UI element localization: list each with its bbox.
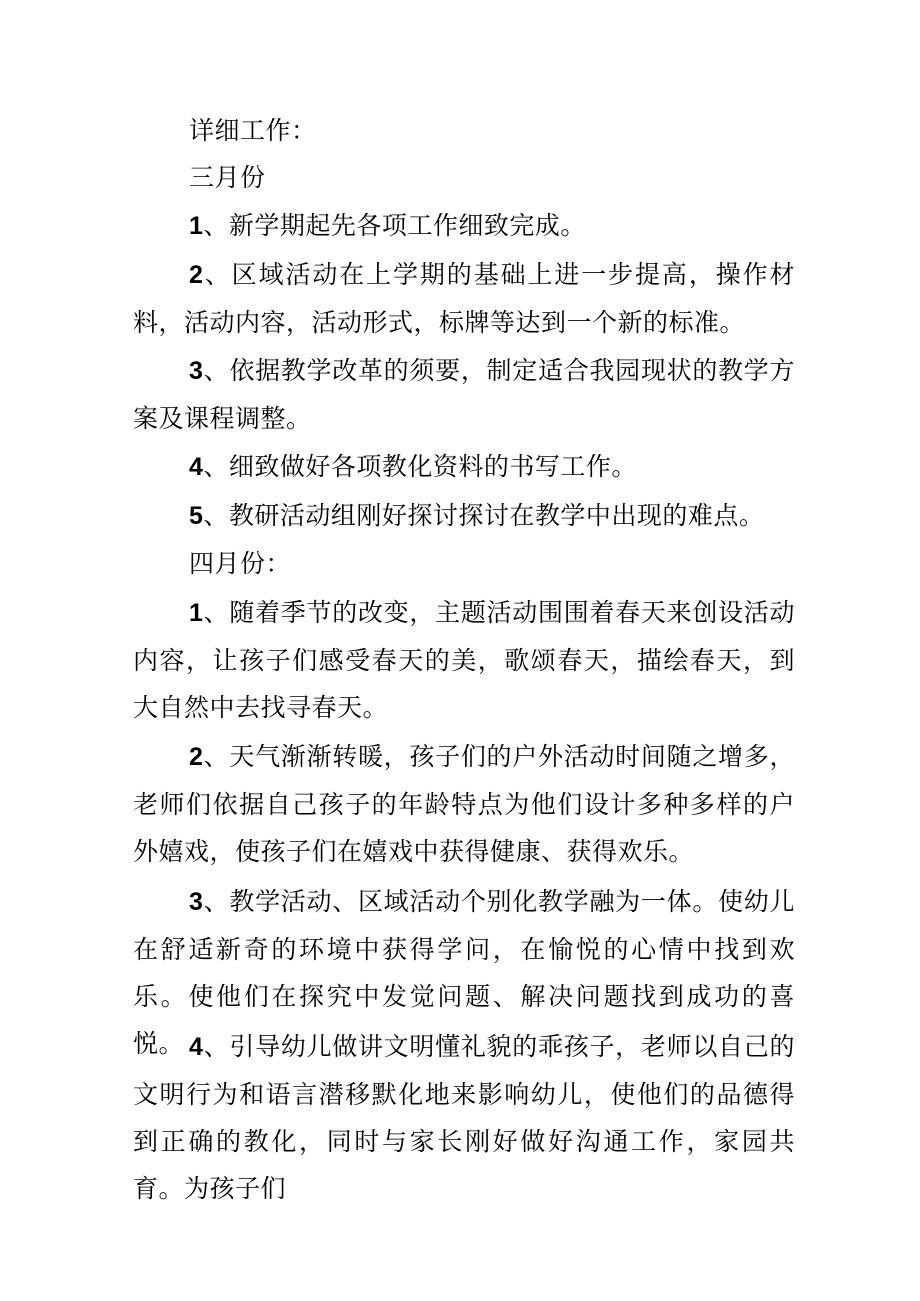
item-text: 、新学期起先各项工作细致完成。 xyxy=(203,211,586,240)
section-title-march: 三月份 xyxy=(189,163,266,192)
item-text: 、引导幼儿做讲文明懂礼貌的乖孩子，老师以自己的文明行为和语言潜移默化地来影响幼儿，使他们的品德得到正确的教化，同时与家长刚好做好沟通工作，家园共育。为孩子们 xyxy=(133,1032,795,1203)
april-item-1 xyxy=(133,589,795,731)
april-item-4 xyxy=(133,1023,795,1212)
item-number: 5 xyxy=(189,502,204,530)
march-item-2 xyxy=(133,251,795,346)
item-text: 、随着季节的改变，主题活动围围着春天来创设活动内容，让孩子们感受春天的美，歌颂春天，描绘春天，到大自然中去找寻春天。 xyxy=(133,598,795,722)
item-number: 4 xyxy=(189,453,204,481)
item-text: 、教学活动、区域活动个别化教学融为一体。使幼儿在舒适新奇的环境中获得学问，在愉悦的心情中找到欢乐。使他们在探究中发觉问题、解决问题找到成功的喜悦。 xyxy=(133,887,795,1058)
march-item-1 xyxy=(133,202,795,250)
item-number: 4 xyxy=(189,1033,204,1061)
item-number: 3 xyxy=(189,888,204,916)
item-text: 、区域活动在上学期的基础上进一步提高，操作材料，活动内容，活动形式，标牌等达到一个新的标准。 xyxy=(133,260,795,337)
item-number: 2 xyxy=(189,261,204,289)
item-number: 2 xyxy=(189,743,204,771)
item-text: 、教研活动组刚好探讨探讨在教学中出现的难点。 xyxy=(203,501,765,530)
item-text: 、依据教学改革的须要，制定适合我园现状的教学方案及课程调整。 xyxy=(133,356,795,433)
march-item-4 xyxy=(133,443,795,491)
april-item-2 xyxy=(133,733,795,875)
march-item-3 xyxy=(133,347,795,442)
item-number: 1 xyxy=(189,599,204,627)
march-item-5 xyxy=(133,492,795,540)
item-text: 、细致做好各项教化资料的书写工作。 xyxy=(203,452,637,481)
item-number: 3 xyxy=(189,357,204,385)
heading-detail-work: 详细工作： xyxy=(189,116,317,145)
item-text: 、天气渐渐转暖，孩子们的户外活动时间随之增多，老师们依据自己孩子的年龄特点为他们设计多种多样的户外嬉戏，使孩子们在嬉戏中获得健康、获得欢乐。 xyxy=(133,742,795,866)
item-number: 1 xyxy=(189,212,204,240)
section-title-april: 四月份： xyxy=(189,549,292,578)
